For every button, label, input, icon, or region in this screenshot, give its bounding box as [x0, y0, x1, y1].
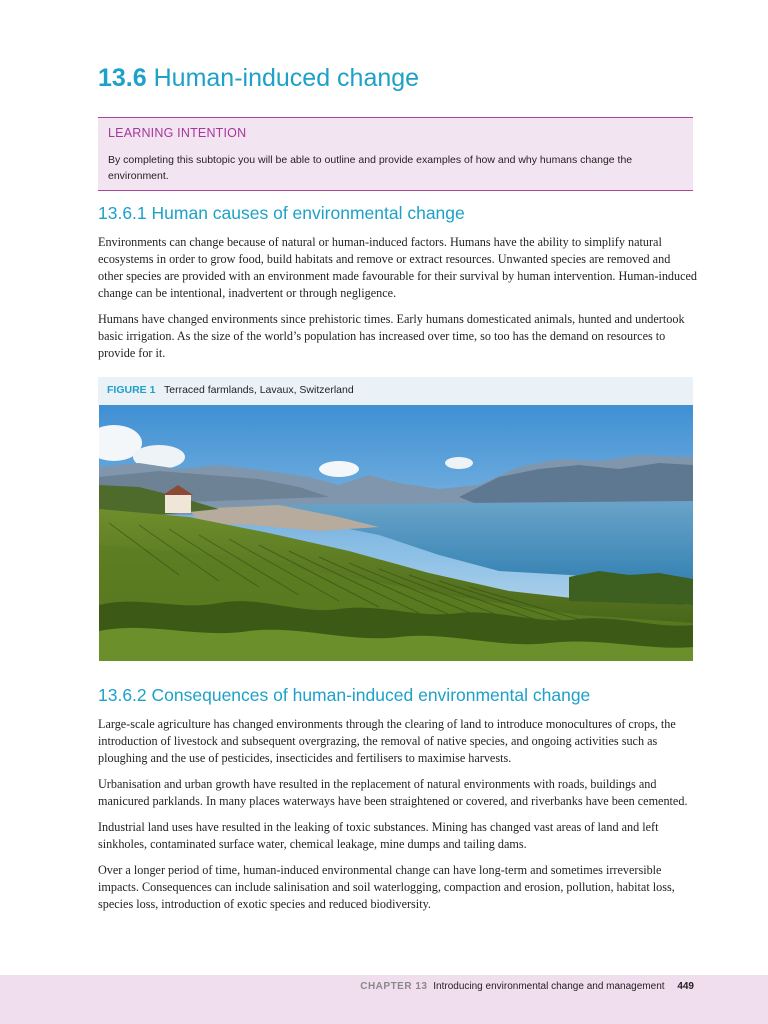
page-footer [0, 975, 768, 1024]
page-title [98, 64, 419, 93]
paragraph: Urbanisation and urban growth have resulted in the replacement of natural environments with roads, buildings and manicured parklands. In many places waterways have been straightened or covered, and riverbanks have been cemented. [98, 777, 688, 808]
figure-label: FIGURE 1 [107, 384, 156, 396]
page-title-number: 13.6 [98, 64, 147, 92]
section-heading-human-causes: 13.6.1 Human causes of environmental change [98, 203, 465, 223]
figure-caption: Terraced farmlands, Lavaux, Switzerland [164, 384, 354, 396]
paragraph: Large-scale agriculture has changed environments through the clearing of land to introduce monocultures of crops, the introduction of livestock and subsequent overgrazing, the removal of native species, and ongoing activities such as ploughing and the use of pesticides, insecticides and fertilisers to maximise harvests. [98, 717, 676, 765]
learning-intention-box [98, 117, 693, 191]
page-title-text: Human-induced change [153, 64, 420, 92]
paragraph: Humans have changed environments since prehistoric times. Early humans domesticated animals, hunted and undertook basic irrigation. As the size of the world’s population has increased over time, so too has the demand on resources to provide for it. [98, 312, 685, 360]
paragraph: Over a longer period of time, human-induced environmental change can have long-term and sometimes irreversible impacts. Consequences can include salinisation and soil waterlogging, compaction and erosion, pollution, habitat loss, species loss, introduction of exotic species and reduced biodiversity. [98, 863, 675, 911]
paragraph: Environments can change because of natural or human-induced factors. Humans have the ability to simplify natural ecosystems in order to grow food, build habitats and remove or extract resources. Unwanted species are removed and other species are provided with an environment made favourable for their survival by human intervention. Human-induced change can be intentional, inadvertent or through negligence. [98, 235, 698, 300]
section-heading-consequences: 13.6.2 Consequences of human-induced environmental change [98, 685, 591, 705]
learning-intention-text: By completing this subtopic you will be able to outline and provide examples of how and why humans change the environment. [108, 154, 633, 182]
learning-intention-heading: LEARNING INTENTION [108, 126, 247, 140]
footer-chapter-title: Introducing environmental change and management [433, 981, 665, 992]
footer-page-number: 449 [677, 981, 694, 992]
footer-text [360, 981, 694, 992]
figure-photo-lavaux-terraces [99, 405, 693, 661]
footer-chapter-label: CHAPTER 13 [360, 981, 428, 992]
figure-caption-bar [98, 377, 693, 405]
paragraph: Industrial land uses have resulted in the leaking of toxic substances. Mining has changed vast areas of land and left sinkholes, contaminated surface water, chemical leakage, mine dumps and tailing dams. [98, 820, 659, 851]
